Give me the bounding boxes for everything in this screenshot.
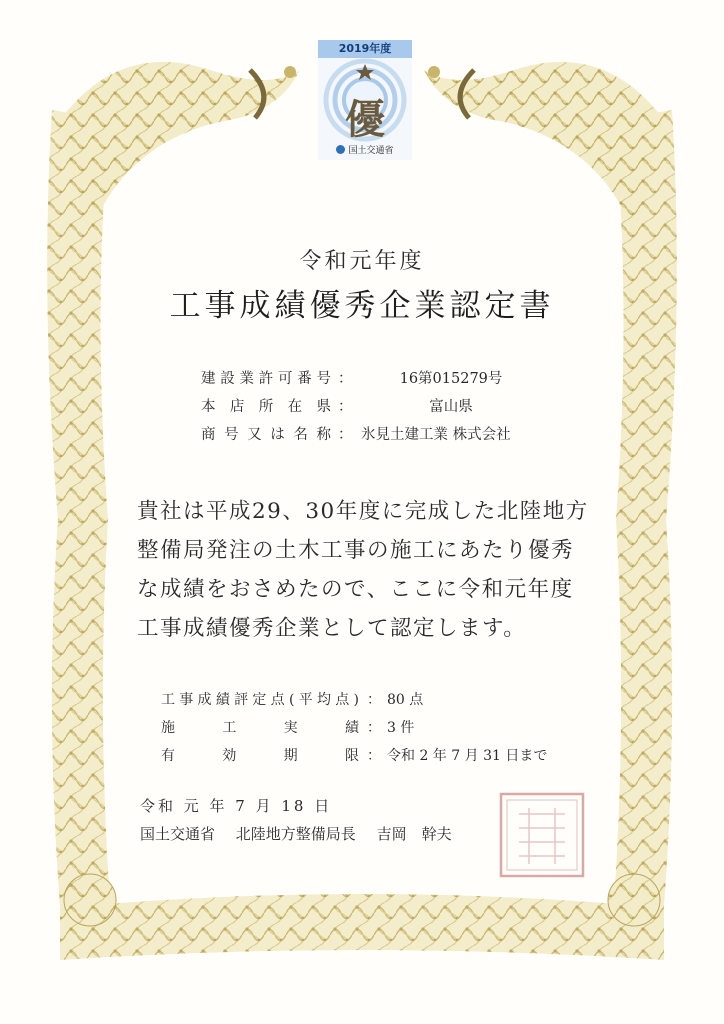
badge-ministry: 国土交通省 [318,143,412,159]
info-value: 16第015279号 [399,371,503,387]
badge-year: 2019年度 [318,40,412,58]
official-seal-icon [497,790,587,880]
info-label: 商号又は名称 [201,427,331,443]
body-line: 整備局発注の土木工事の施工にあたり優秀 [137,538,575,563]
issuer [140,823,468,844]
detail-label: 工事成績評定点(平均点) [161,692,359,708]
info-value: 氷見土建工業 株式会社 [361,427,511,443]
award-badge [318,40,412,160]
info-label: 本店所在県 [201,399,331,415]
certificate-subtitle: 令和元年度 [299,249,425,274]
detail-value: 令和 2 年 7 月 31 日まで [387,748,548,764]
info-label: 建設業許可番号 [201,371,331,387]
body-line: 工事成績優秀企業として認定します。 [137,616,527,641]
badge-mark: 優 [345,96,385,143]
ministry-logo-icon [336,145,345,154]
certificate-page: 2019年度 優 国土交通省 令和元年度 工事成績優秀企業認定書 建設業許可番号 ： 16第015279号 本店所在県 ： 富山県 商号又は名称 ： 氷見土建工業 株式会社 貴社は平成29、30年度に完成した北陸地方 整備局発注の土木工事の施工にあたり優秀 な成績をおさめたので、ここに令和元年度 工事成績優秀企業として認定します。 工事成績評定点(平均点) ： 80 点 施工実績 ： 3 件 有効期限 ： 令和 2 年 7 月 31 日まで 令和 元 年 7 月 18 日 国土交通省 北陸地方整備局長 吉岡 幹夫 [0,0,724,1024]
body-line: な成績をおさめたので、ここに令和元年度 [137,577,574,602]
phoenix-left-icon [60,62,300,240]
certificate-title: 工事成績優秀企業認定書 [169,288,555,324]
issuer-position: 北陸地方整備局長 [235,825,356,843]
detail-value: 80 点 [387,692,424,708]
issuer-ministry: 国土交通省 [140,825,216,843]
issuer-name: 吉岡 幹夫 [376,825,452,843]
issue-date: 令和 元 年 7 月 18 日 [140,797,333,815]
phoenix-right-icon [424,62,664,240]
detail-value: 3 件 [387,720,415,736]
info-value: 富山県 [429,399,473,415]
body-line: 貴社は平成29、30年度に完成した北陸地方 [137,499,589,524]
detail-label: 有効期限 [161,748,359,764]
detail-label: 施工実績 [161,720,359,736]
certificate-body [137,492,607,648]
